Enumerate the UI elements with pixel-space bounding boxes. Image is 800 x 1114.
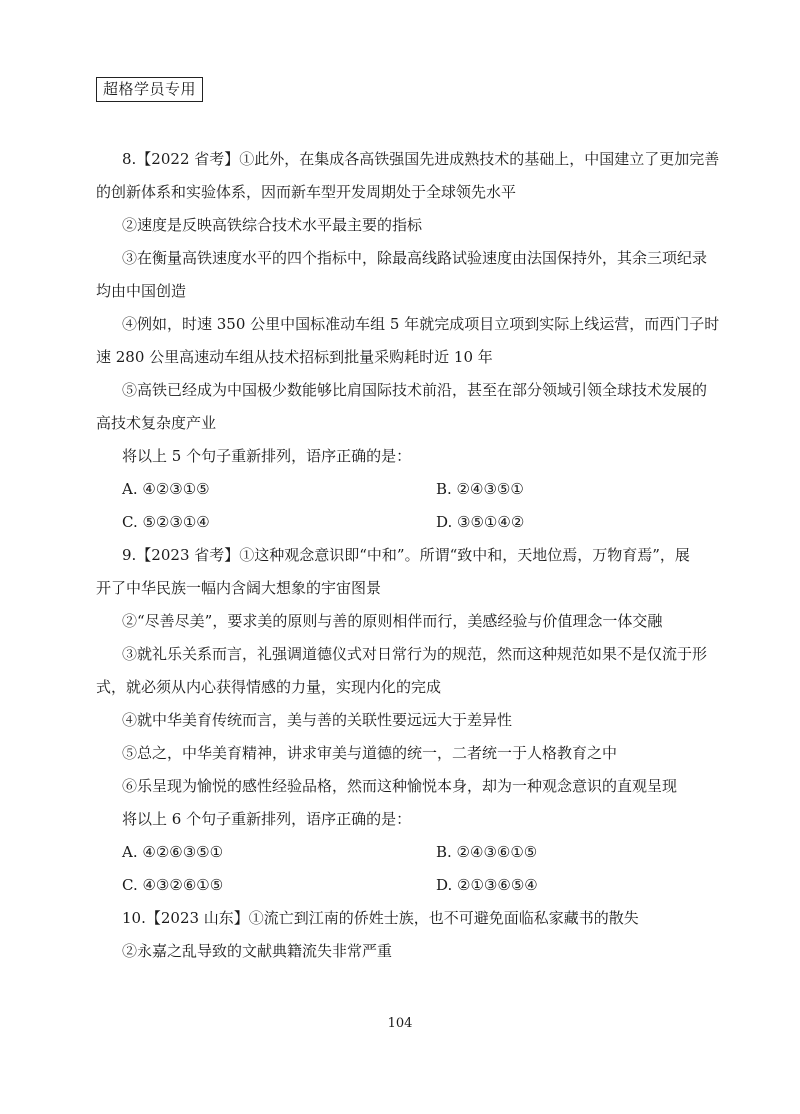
q8-options-row-1 xyxy=(96,480,706,498)
q9-line-2: 开了中华民族一幅内含阔大想象的宇宙图景 xyxy=(96,579,382,597)
q9-option-c: C. ④③②⑥①⑤ xyxy=(122,876,224,894)
q8-option-c: C. ⑤②③①④ xyxy=(122,513,210,531)
q9-line-8: ⑥乐呈现为愉悦的感性经验品格，然而这种愉悦本身，却为一种观念意识的直观呈现 xyxy=(122,777,678,795)
q8-line-4: ③在衡量高铁速度水平的四个指标中，除最高线路试验速度由法国保持外，其余三项纪录 xyxy=(122,249,708,267)
q10-line-1: 10.【2023 山东】①流亡到江南的侨姓士族，也不可避免面临私家藏书的散失 xyxy=(122,909,639,927)
q8-line-2: 的创新体系和实验体系，因而新车型开发周期处于全球领先水平 xyxy=(96,183,517,201)
q9-prompt: 将以上 6 个句子重新排列，语序正确的是： xyxy=(122,810,412,828)
question-content xyxy=(96,150,720,975)
q9-line-1: 9.【2023 省考】①这种观念意识即“中和”。所谓“致中和，天地位焉，万物育焉”，展 xyxy=(122,546,690,564)
q9-options-row-1 xyxy=(96,843,706,861)
q9-option-d: D. ②①③⑥⑤④ xyxy=(436,876,538,894)
q9-line-7: ⑤总之，中华美育精神，讲求审美与道德的统一，二者统一于人格教育之中 xyxy=(122,744,618,762)
q9-line-4: ③就礼乐关系而言，礼强调道德仪式对日常行为的规范，然而这种规范如果不是仅流于形 xyxy=(122,645,708,663)
q8-option-d: D. ③⑤①④② xyxy=(436,513,525,531)
q8-options-row-2 xyxy=(96,513,706,531)
page-number: 104 xyxy=(387,1016,413,1031)
q9-option-b: B. ②④③⑥①⑤ xyxy=(436,843,538,861)
q9-options-row-2 xyxy=(96,876,706,894)
q8-option-b: B. ②④③⑤① xyxy=(436,480,524,498)
q8-line-1: 8.【2022 省考】①此外，在集成各高铁强国先进成熟技术的基础上，中国建立了更加完善 xyxy=(122,150,720,168)
q9-line-5: 式，就必须从内心获得情感的力量，实现内化的完成 xyxy=(96,678,442,696)
q8-line-5: 均由中国创造 xyxy=(96,282,187,300)
q8-line-8: ⑤高铁已经成为中国极少数能够比肩国际技术前沿，甚至在部分领域引领全球技术发展的 xyxy=(122,381,708,399)
q9-option-a: A. ④②⑥③⑤① xyxy=(122,843,224,861)
q8-option-a: A. ④②③①⑤ xyxy=(122,480,210,498)
q8-prompt: 将以上 5 个句子重新排列，语序正确的是： xyxy=(122,447,412,465)
q8-line-9: 高技术复杂度产业 xyxy=(96,414,217,432)
q8-line-6: ④例如，时速 350 公里中国标准动车组 5 年就完成项目立项到实际上线运营，而西门子时 xyxy=(122,315,720,333)
stamp-label: 超格学员专用 xyxy=(96,77,203,102)
q8-line-7: 速 280 公里高速动车组从技术招标到批量采购耗时近 10 年 xyxy=(96,348,493,366)
q8-line-3: ②速度是反映高铁综合技术水平最主要的指标 xyxy=(122,216,423,234)
q10-line-2: ②永嘉之乱导致的文献典籍流失非常严重 xyxy=(122,942,393,960)
q9-line-6: ④就中华美育传统而言，美与善的关联性要远远大于差异性 xyxy=(122,711,513,729)
q9-line-3: ②“尽善尽美”，要求美的原则与善的原则相伴而行，美感经验与价值理念一体交融 xyxy=(122,612,663,630)
